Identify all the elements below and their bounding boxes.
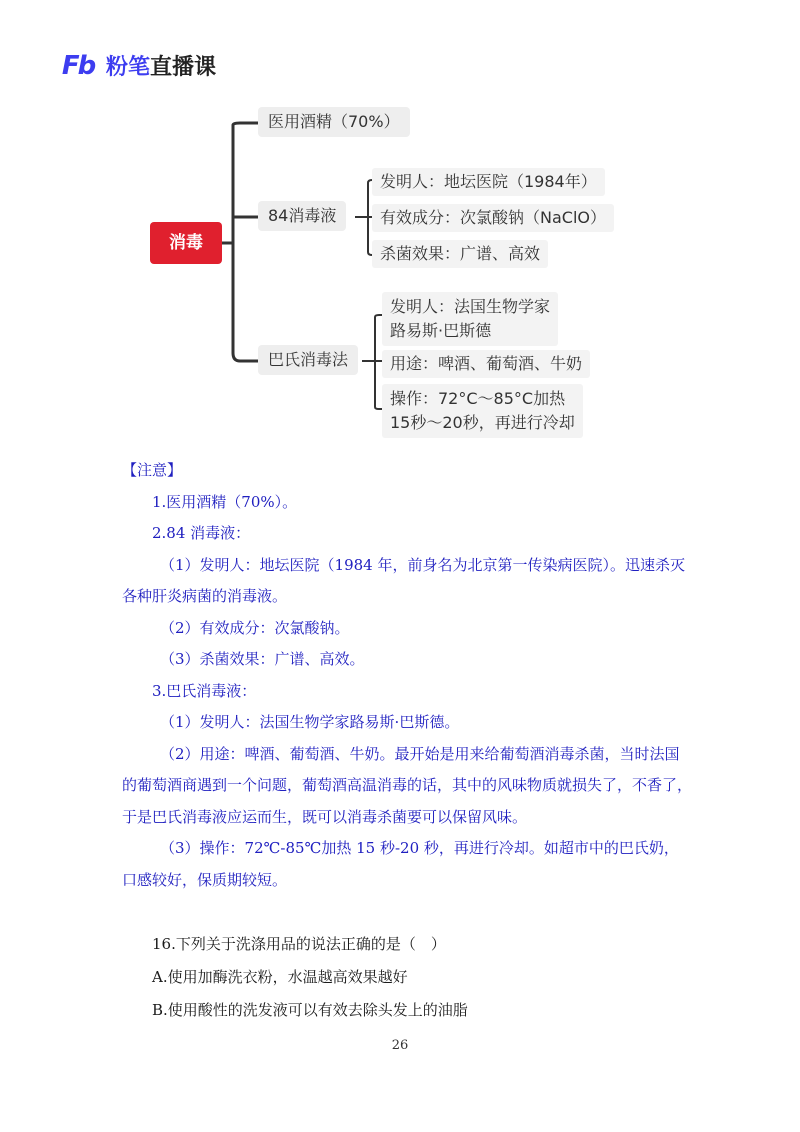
note-line-1: 1.医用酒精（70%）。 [152, 492, 298, 511]
note-line-5: （3）杀菌效果：广谱、高效。 [160, 650, 365, 668]
header [58, 50, 216, 81]
note-line-2: 2.84 消毒液： [152, 524, 251, 542]
mind-map [0, 95, 800, 445]
option-a: A.使用加酶洗衣粉，水温越高效果越好 [152, 968, 408, 986]
leaf-pasteur-inventor [382, 292, 558, 346]
leaf-pasteur-inventor-2: 路易斯·巴斯德 [390, 321, 492, 340]
brand-part2: 直播课 [150, 55, 217, 80]
branch-alcohol: 医用酒精（70%） [258, 107, 410, 137]
mindmap-root: 消毒 [150, 222, 222, 264]
brand-part1: 粉笔 [106, 55, 151, 80]
notes-title: 【注意】 [122, 461, 183, 479]
leaf-84-ingredient: 有效成分：次氯酸钠（NaClO） [372, 204, 614, 232]
question-16 [152, 928, 468, 1027]
leaf-84-inventor: 发明人：地坛医院（1984年） [372, 168, 605, 196]
branch-pasteur: 巴氏消毒法 [258, 345, 358, 375]
note-line-4: （2）有效成分：次氯酸钠。 [160, 618, 350, 637]
note-line-7: （1）发明人：法国生物学家路易斯·巴斯德。 [160, 713, 460, 731]
note-line-9: （3）操作：72℃-85℃加热 15 秒-20 秒，再进行冷却。如超市中的巴氏奶，口感较好，保质期较短。 [122, 839, 679, 889]
note-line-8: （2）用途：啤酒、葡萄酒、牛奶。最开始是用来给葡萄酒消毒杀菌，当时法国的葡萄酒商遇到一个问题，葡萄酒高温消毒的话，其中的风味物质就损失了，不香了，于是巴氏消毒液应运而生，既可以消毒杀菌要可以保留风味。 [122, 744, 693, 826]
leaf-84-effect: 杀菌效果：广谱、高效 [372, 240, 548, 268]
leaf-pasteur-op-1: 操作：72°C～85°C加热 [390, 389, 566, 408]
page-number: 26 [391, 1038, 409, 1053]
fenbi-logo-icon: Fb [61, 50, 95, 81]
leaf-pasteur-operation [382, 384, 583, 438]
leaf-pasteur-op-2: 15秒～20秒，再进行冷却 [390, 413, 575, 432]
note-line-3: （1）发明人：地坛医院（1984 年，前身名为北京第一传染病医院）。迅速杀灭各种肝炎病菌的消毒液。 [122, 555, 685, 605]
brand-name [106, 50, 216, 81]
question-stem: 16.下列关于洗涤用品的说法正确的是（ ） [152, 935, 446, 953]
option-b: B.使用酸性的洗发液可以有效去除头发上的油脂 [152, 1001, 468, 1019]
notes-section [122, 455, 692, 896]
leaf-pasteur-inventor-1: 发明人：法国生物学家 [390, 297, 551, 316]
leaf-pasteur-use: 用途：啤酒、葡萄酒、牛奶 [382, 350, 590, 378]
branch-84: 84消毒液 [258, 201, 346, 231]
note-line-6: 3.巴氏消毒液： [152, 681, 257, 700]
